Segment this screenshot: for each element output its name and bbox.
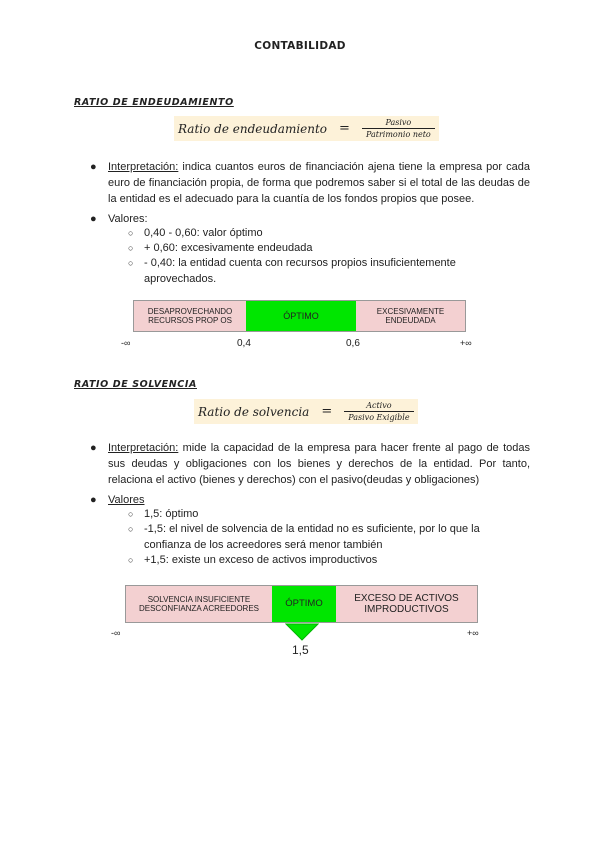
formula-fraction [362, 118, 435, 139]
bullet-icon: ● [90, 494, 97, 506]
circle-bullet-icon: ○ [128, 258, 134, 268]
formula-equals: = [339, 121, 350, 136]
segment-optimo: ÓPTIMO [246, 301, 356, 331]
interpretation-solvencia [90, 440, 530, 488]
interpretation-label: Interpretación: [108, 442, 179, 454]
segment-excesivamente-endeudada: EXCESIVAMENTE ENDEUDADA [356, 301, 465, 331]
formula-denominator: Pasivo Exigible [344, 411, 413, 422]
interpretation-text: indica cuantos euros de financiación ajena tiene la empresa por cada euro de financiación propia, de forma que podremos saber si el total de las deudas de la entidad es el adecuado para la cuantía de los fondos propios que posee. [108, 161, 530, 205]
tick-pos-infinity: +∞ [460, 338, 472, 348]
circle-bullet-icon: ○ [128, 243, 134, 253]
segment-optimo: ÓPTIMO [272, 586, 336, 622]
formula-lhs: Ratio de endeudamiento [178, 121, 328, 136]
value-item: ○ -1,5: el nivel de solvencia de la entidad no es suficiente, por lo que la confianza de los acreedores será menor también [128, 523, 480, 551]
formula-lhs: Ratio de solvencia [198, 404, 310, 419]
circle-bullet-icon: ○ [128, 555, 134, 565]
scale-bar-endeudamiento [133, 300, 466, 332]
segment-desaprovechando: DESAPROVECHANDO RECURSOS PROP OS [134, 301, 246, 331]
value-item: ○ +1,5: existe un exceso de activos improductivos [128, 553, 508, 569]
section-heading-endeudamiento: RATIO DE ENDEUDAMIENTO [74, 97, 234, 108]
tick-0-4: 0,4 [237, 338, 251, 349]
formula-denominator: Patrimonio neto [362, 128, 435, 139]
section-heading-solvencia: RATIO DE SOLVENCIA [74, 379, 197, 390]
tick-0-6: 0,6 [346, 338, 360, 349]
formula-numerator: Activo [366, 401, 392, 410]
tick-neg-infinity: -∞ [121, 338, 131, 348]
value-item: ○ 0,40 - 0,60: valor óptimo [128, 226, 508, 242]
value-item: ○ - 0,40: la entidad cuenta con recursos propios insuficientemente aprovechados. [128, 257, 456, 285]
tick-pos-infinity: +∞ [467, 628, 479, 638]
interpretation-endeudamiento [90, 159, 530, 207]
formula-endeudamiento [174, 116, 439, 141]
interpretation-label: Interpretación: [108, 161, 179, 173]
values-heading-solvencia [90, 492, 530, 508]
value-item: ○ + 0,60: excesivamente endeudada [128, 241, 508, 257]
formula-solvencia [194, 399, 418, 424]
interpretation-text: mide la capacidad de la empresa para hacer frente al pago de todas sus deudas y obligaciones con los bienes y derechos de la entidad. Por tanto, relaciona el activo (bienes y derechos) con el pasivo(deudas y obligaciones) [108, 442, 530, 486]
formula-fraction [344, 401, 413, 422]
circle-bullet-icon: ○ [128, 524, 134, 534]
formula-numerator: Pasivo [385, 118, 412, 127]
bullet-icon: ● [90, 213, 97, 225]
segment-exceso-activos: EXCESO DE ACTIVOS IMPRODUCTIVOS [336, 586, 477, 622]
values-heading-endeudamiento [90, 211, 530, 227]
circle-bullet-icon: ○ [128, 228, 134, 238]
pointer-triangle-icon [285, 623, 319, 641]
tick-1-5: 1,5 [292, 643, 309, 657]
bullet-icon: ● [90, 442, 97, 454]
bullet-icon: ● [90, 161, 97, 173]
values-label: Valores: [108, 213, 148, 225]
circle-bullet-icon: ○ [128, 509, 134, 519]
formula-equals: = [321, 404, 333, 419]
scale-bar-solvencia [125, 585, 478, 623]
segment-solvencia-insuficiente: SOLVENCIA INSUFICIENTE DESCONFIANZA ACREEDORES [126, 586, 272, 622]
page-title: CONTABILIDAD [254, 40, 346, 52]
values-label: Valores [108, 494, 145, 506]
value-item: ○ 1,5: óptimo [128, 507, 508, 523]
tick-neg-infinity: -∞ [111, 628, 121, 638]
